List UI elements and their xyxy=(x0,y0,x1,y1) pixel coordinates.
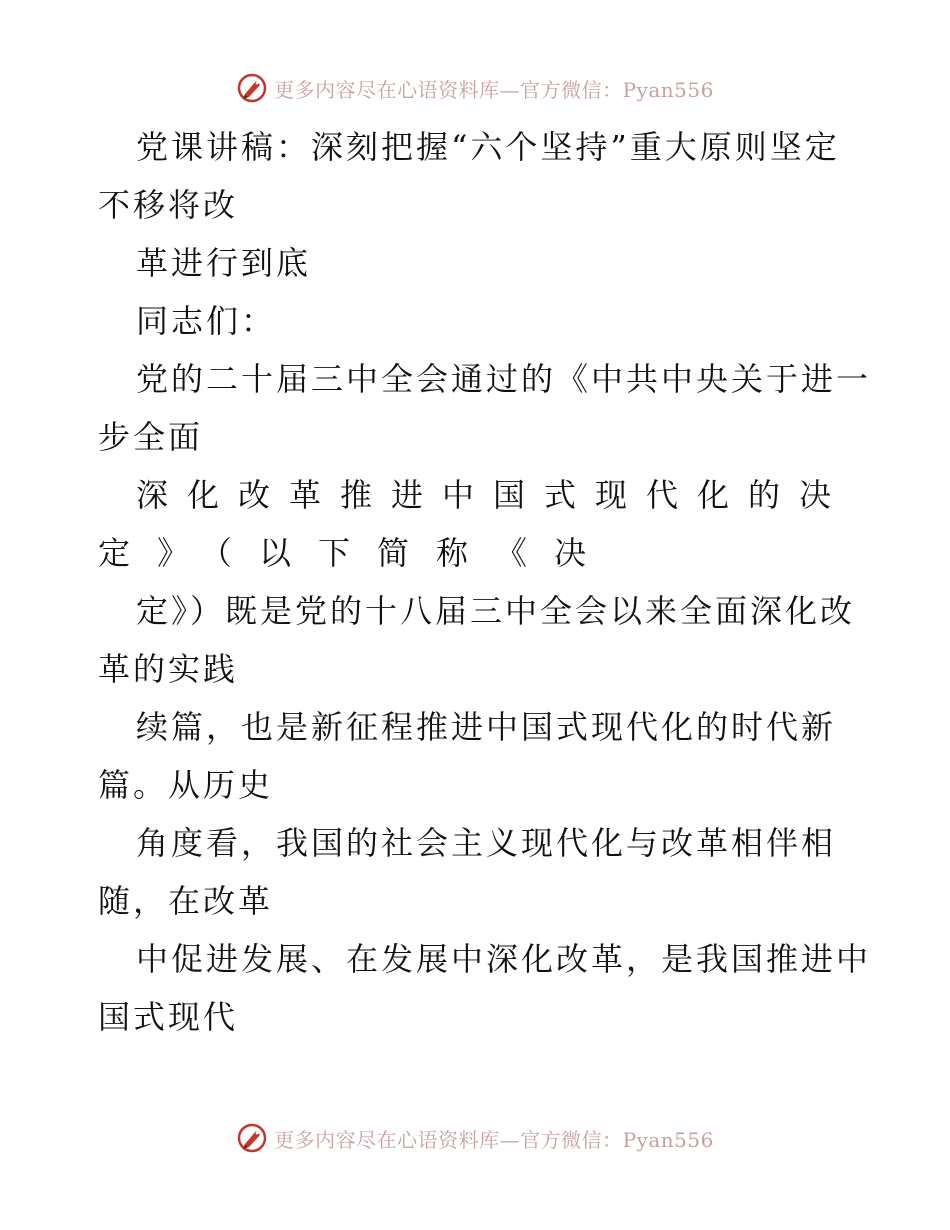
paragraph-line: 党的二十届三中全会通过的《中共中央关于进一 xyxy=(136,360,872,398)
header-banner-text: 更多内容尽在心语资料库—官方微信：Pyan556 xyxy=(274,77,714,102)
paragraph-line: 定》）既是党的十八届三中全会以来全面深化改 xyxy=(136,592,856,630)
pen-nib-logo-icon xyxy=(236,72,268,104)
paragraph-line: 深化改革推进中国式现代化的决 xyxy=(136,476,851,514)
title-line-3: 革进行到底 xyxy=(136,244,312,282)
paragraph-line: 篇。从历史 xyxy=(98,766,274,804)
paragraph-line: 步全面 xyxy=(98,418,204,456)
title-line-2: 不移将改 xyxy=(98,186,239,224)
paragraph-line: 定》（以下简称《决 xyxy=(98,534,614,572)
pen-nib-logo-icon xyxy=(236,1122,268,1154)
title-line-1: 党课讲稿：深刻把握“六个坚持”重大原则坚定 xyxy=(136,128,840,166)
paragraph-line: 中促进发展、在发展中深化改革，是我国推进中 xyxy=(136,940,872,978)
header-banner xyxy=(0,72,950,104)
paragraph-line: 随，在改革 xyxy=(98,882,274,920)
footer-banner-text: 更多内容尽在心语资料库—官方微信：Pyan556 xyxy=(274,1127,714,1152)
paragraph-line: 角度看，我国的社会主义现代化与改革相伴相 xyxy=(136,824,837,862)
document-body xyxy=(98,118,872,1046)
paragraph-line: 续篇，也是新征程推进中国式现代化的时代新 xyxy=(136,708,837,746)
paragraph-line: 革的实践 xyxy=(98,650,239,688)
salutation: 同志们： xyxy=(136,302,277,340)
paragraph-line: 国式现代 xyxy=(98,998,239,1036)
footer-banner xyxy=(0,1122,950,1154)
